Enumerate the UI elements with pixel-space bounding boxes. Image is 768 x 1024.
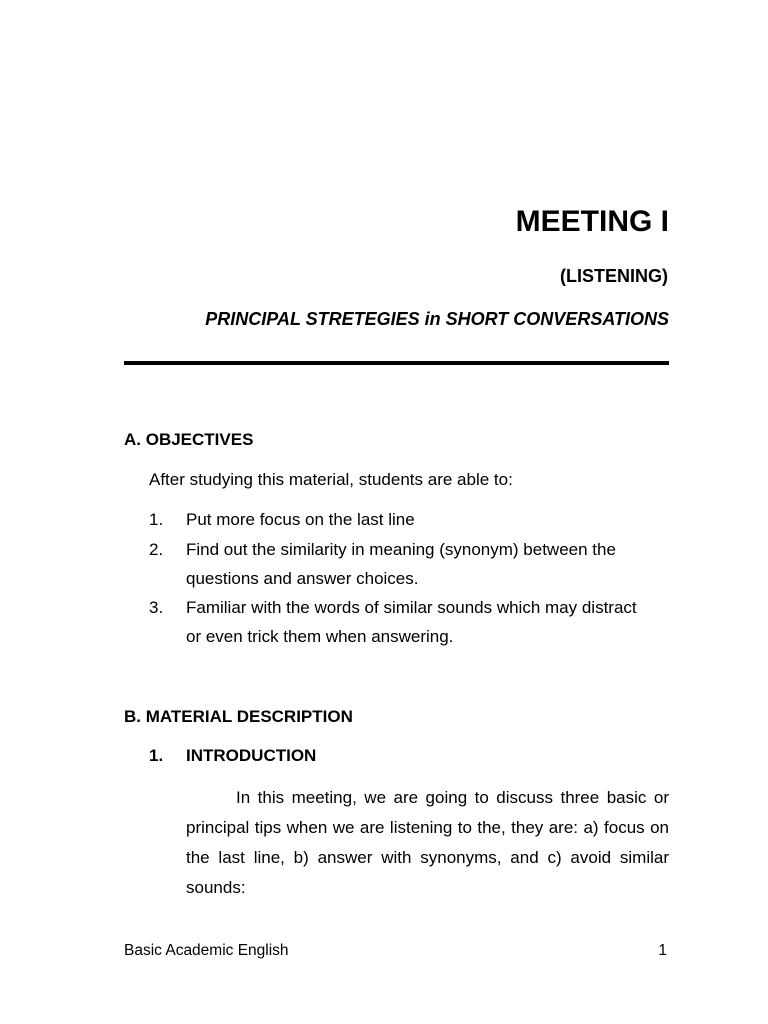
page-number: 1 — [658, 942, 667, 959]
introduction-paragraph-text: In this meeting, we are going to discuss three basic or principal tips when we are listening to the, they are: a) focus on the last line, b) answer with synonyms, and c) avoid similar sounds: — [186, 788, 669, 897]
title-divider — [124, 361, 669, 365]
section-heading-material-description: B. MATERIAL DESCRIPTION — [124, 707, 353, 726]
subsection-title: INTRODUCTION — [186, 746, 317, 765]
list-number: 2. — [149, 540, 164, 559]
introduction-paragraph — [186, 783, 669, 903]
list-number: 1. — [149, 510, 164, 529]
list-number: 3. — [149, 598, 164, 617]
page-title: MEETING I — [515, 205, 669, 238]
list-item: Familiar with the words of similar sounds which may distract or even trick them when answering. — [186, 598, 637, 646]
subsection-number: 1. — [149, 746, 164, 765]
footer-label: Basic Academic English — [124, 942, 289, 959]
page-subtitle: (LISTENING) — [560, 266, 668, 286]
list-item: Put more focus on the last line — [186, 510, 415, 529]
topic-title: PRINCIPAL STRETEGIES in SHORT CONVERSATIONS — [205, 309, 669, 329]
list-item: Find out the similarity in meaning (synonym) between the questions and answer choices. — [186, 540, 616, 588]
section-heading-objectives: A. OBJECTIVES — [124, 430, 254, 449]
objectives-intro: After studying this material, students are able to: — [149, 470, 513, 489]
